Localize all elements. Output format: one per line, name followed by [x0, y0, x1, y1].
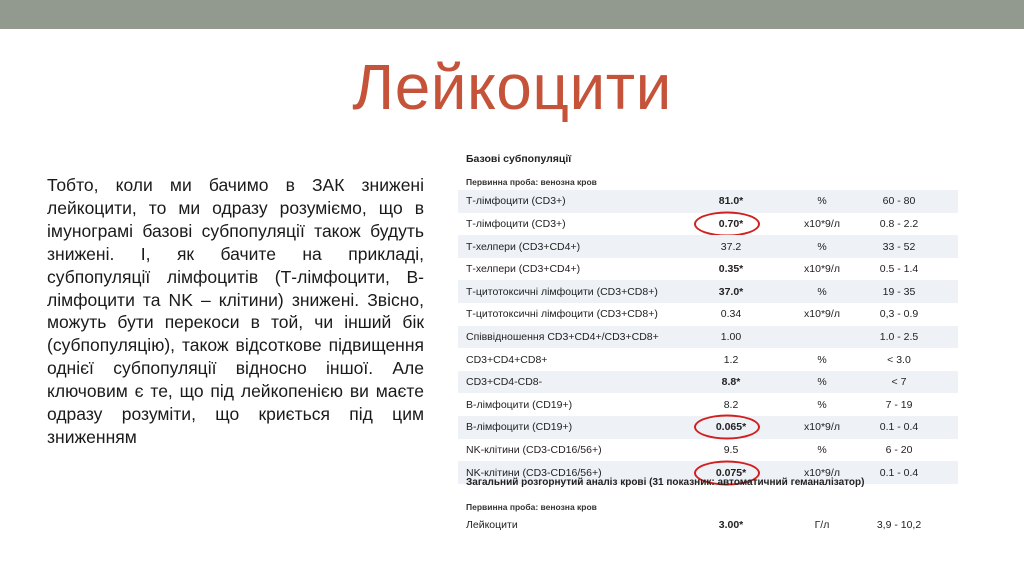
row-name: NK-клітини (CD3-CD16/56+) — [466, 466, 602, 479]
row-value: 8.8* — [721, 376, 741, 389]
row-reference-range: 3,9 - 10,2 — [876, 519, 922, 532]
row-name: Т-цитотоксичні лімфоцити (CD3+CD8+) — [466, 308, 658, 321]
row-reference-range: 60 - 80 — [882, 195, 916, 208]
table-row — [458, 303, 958, 326]
row-unit: Г/л — [814, 519, 830, 532]
row-name: Т-лімфоцити (CD3+) — [466, 217, 566, 230]
table-row — [458, 439, 958, 462]
row-unit: x10*9/л — [804, 217, 840, 230]
row-reference-range: < 3.0 — [887, 353, 911, 366]
row-reference-range: 7 - 19 — [885, 398, 913, 411]
row-value: 3.00* — [718, 519, 744, 532]
row-value: 37.2 — [720, 240, 742, 253]
row-unit: x10*9/л — [804, 421, 840, 434]
slide-title: Лейкоцити — [352, 51, 672, 123]
top-decorative-bar — [0, 0, 1024, 29]
row-reference-range: 0,3 - 0.9 — [879, 308, 919, 321]
row-reference-range: 0.5 - 1.4 — [879, 263, 919, 276]
row-value: 81.0* — [718, 195, 744, 208]
row-value: 1.2 — [723, 353, 739, 366]
row-reference-range: < 7 — [891, 376, 907, 389]
row-reference-range: 1.0 - 2.5 — [879, 330, 919, 343]
table-row — [458, 514, 958, 537]
row-name: Співвідношення CD3+CD4+/CD3+CD8+ — [466, 330, 659, 343]
row-name: Т-хелпери (CD3+CD4+) — [466, 240, 581, 253]
slide-body-text: Тобто, коли ми бачимо в ЗАК знижені лейкоцити, то ми одразу розуміємо, що в імунограмі базові субпопуляції також будуть знижені. І, як бачите на прикладі, субпопуляції лімфоцитів (Т-лімфоцити, В-лімфоцити та NK – клітини) знижені. Звісно, можуть бути перекоси в той, чи інший бік (субпопуляцію), також відсоткове підвищення однієї субпопуляції відносно іншої. Але ключовим є те, що під лейкопенією ви маєте одразу розуміти, що криється під цим зниженням — [47, 175, 424, 447]
highlight-circle — [694, 415, 760, 440]
row-value: 0.70* — [718, 217, 744, 230]
row-unit: % — [817, 353, 827, 366]
sample2-label: Первинна проба: венозна кров — [466, 502, 597, 512]
row-unit: % — [817, 240, 827, 253]
row-name: Т-лімфоцити (CD3+) — [466, 195, 566, 208]
row-value: 0.065* — [715, 421, 747, 434]
table-row — [458, 280, 958, 303]
section2-title: Загальний розгорнутий аналіз крові (31 показник: автоматичний геманалізатор) — [466, 477, 865, 488]
row-value: 0.35* — [718, 263, 744, 276]
row-name: В-лімфоцити (CD19+) — [466, 421, 573, 434]
row-value: 1.00 — [720, 330, 742, 343]
table-row — [458, 326, 958, 349]
table-row — [458, 190, 958, 213]
row-unit: % — [817, 398, 827, 411]
row-name: NK-клітини (CD3-CD16/56+) — [466, 443, 602, 456]
row-value: 9.5 — [723, 443, 739, 456]
table-row — [458, 416, 958, 439]
row-name: В-лімфоцити (CD19+) — [466, 398, 573, 411]
row-name: CD3+CD4+CD8+ — [466, 353, 548, 366]
section-title: Базові субпопуляції — [466, 153, 572, 165]
row-value: 0.34 — [720, 308, 742, 321]
row-reference-range: 33 - 52 — [882, 240, 916, 253]
row-unit: % — [817, 285, 827, 298]
row-reference-range: 6 - 20 — [885, 443, 913, 456]
table-row — [458, 348, 958, 371]
row-unit: x10*9/л — [804, 308, 840, 321]
row-value: 37.0* — [718, 285, 744, 298]
table-row — [458, 393, 958, 416]
table-row — [458, 258, 958, 281]
row-name: Т-цитотоксичні лімфоцити (CD3+CD8+) — [466, 285, 658, 298]
row-unit: x10*9/л — [804, 263, 840, 276]
row-reference-range: 0.1 - 0.4 — [879, 466, 919, 479]
row-unit: % — [817, 443, 827, 456]
row-name: CD3+CD4-CD8- — [466, 376, 543, 389]
row-unit: x10*9/л — [804, 466, 840, 479]
row-name: Лейкоцити — [466, 519, 518, 532]
row-name: Т-хелпери (CD3+CD4+) — [466, 263, 581, 276]
row-unit: % — [817, 195, 827, 208]
row-reference-range: 0.8 - 2.2 — [879, 217, 919, 230]
row-reference-range: 0.1 - 0.4 — [879, 421, 919, 434]
row-value: 8.2 — [723, 398, 739, 411]
row-reference-range: 19 - 35 — [882, 285, 916, 298]
lab-results-table — [458, 146, 958, 544]
table-row — [458, 235, 958, 258]
table-row — [458, 213, 958, 236]
row-value: 0.075* — [715, 466, 747, 479]
highlight-circle — [694, 211, 760, 236]
sample-label: Первинна проба: венозна кров — [466, 177, 597, 187]
row-unit: % — [817, 376, 827, 389]
table-row — [458, 371, 958, 394]
